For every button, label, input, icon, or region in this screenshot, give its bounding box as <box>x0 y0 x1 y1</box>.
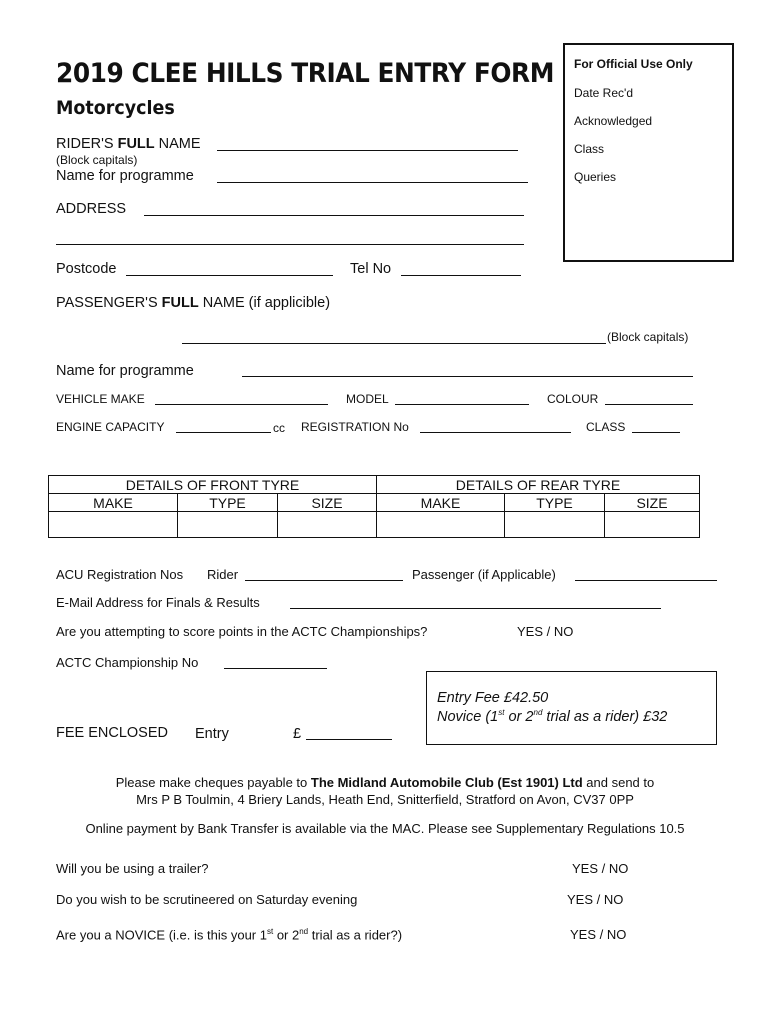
class-label: CLASS <box>586 420 626 434</box>
acu-passenger-field[interactable] <box>575 580 717 581</box>
novice-question-post: trial as a rider?) <box>308 927 403 943</box>
rear-tyre-header: DETAILS OF REAR TYRE <box>377 476 700 494</box>
scrutineer-question: Do you wish to be scrutineered on Saturday evening <box>56 892 358 907</box>
rider-name-field[interactable] <box>217 150 518 151</box>
fee-amount-field[interactable] <box>306 739 392 740</box>
rear-make-cell[interactable] <box>377 512 505 538</box>
postcode-label: Postcode <box>56 261 117 277</box>
engine-capacity-label: ENGINE CAPACITY <box>56 420 165 434</box>
actc-question: Are you attempting to score points in the ACTC Championships? <box>56 624 428 639</box>
actc-number-field[interactable] <box>224 668 327 669</box>
official-use-heading: For Official Use Only <box>574 57 693 71</box>
rider-name-label-bold: FULL <box>117 136 155 152</box>
official-use-box <box>563 43 734 262</box>
tel-label: Tel No <box>350 261 392 277</box>
fee-enclosed-label: FEE ENCLOSED <box>56 725 168 741</box>
front-make-cell[interactable] <box>49 512 178 538</box>
cc-unit: cc <box>273 421 285 435</box>
cheque-instructions-post: and send to <box>582 775 655 790</box>
vehicle-make-label: VEHICLE MAKE <box>56 392 145 406</box>
novice-fee-mid: or 2 <box>504 708 534 725</box>
actc-number-label: ACTC Championship No <box>56 655 199 670</box>
rider-name-label-post: NAME <box>154 136 201 152</box>
email-label: E-Mail Address for Finals & Results <box>56 595 260 610</box>
form-title: 2019 CLEE HILLS TRIAL ENTRY FORM <box>56 58 554 89</box>
novice-fee-sup2: nd <box>533 708 543 717</box>
tyre-table-column-row <box>49 494 700 512</box>
novice-question-sup1: st <box>266 927 274 936</box>
passenger-name-field[interactable] <box>182 343 606 344</box>
engine-capacity-field[interactable] <box>176 432 271 433</box>
address-field-line1[interactable] <box>144 215 524 216</box>
front-tyre-header: DETAILS OF FRONT TYRE <box>49 476 377 494</box>
rider-name-label <box>56 136 201 152</box>
novice-answer[interactable]: YES / NO <box>570 927 627 942</box>
fee-info-box <box>426 671 717 745</box>
vehicle-make-field[interactable] <box>155 404 328 405</box>
front-make-header: MAKE <box>49 494 178 512</box>
scrutineer-answer[interactable]: YES / NO <box>567 892 624 907</box>
novice-question-pre: Are you a NOVICE (i.e. is this your 1 <box>56 927 267 943</box>
postcode-field[interactable] <box>126 275 333 276</box>
trailer-question: Will you be using a trailer? <box>56 861 209 876</box>
tyre-details-table <box>48 475 700 538</box>
acu-rider-label: Rider <box>207 567 239 582</box>
colour-label: COLOUR <box>547 392 599 406</box>
rider-programme-field[interactable] <box>217 182 528 183</box>
acu-registration-label: ACU Registration Nos <box>56 567 184 582</box>
email-field[interactable] <box>290 608 661 609</box>
novice-fee-pre: Novice (1 <box>437 708 499 725</box>
acu-rider-field[interactable] <box>245 580 403 581</box>
novice-question <box>56 927 402 942</box>
official-date-received: Date Rec'd <box>574 86 633 100</box>
address-label: ADDRESS <box>56 201 127 217</box>
novice-question-mid: or 2 <box>273 927 300 943</box>
official-queries: Queries <box>574 170 617 184</box>
front-size-header: SIZE <box>278 494 377 512</box>
actc-answer[interactable]: YES / NO <box>517 624 574 639</box>
passenger-name-label-bold: FULL <box>161 295 199 311</box>
model-field[interactable] <box>395 404 529 405</box>
cheque-instructions <box>0 775 770 790</box>
rider-programme-label: Name for programme <box>56 168 194 184</box>
front-type-header: TYPE <box>178 494 278 512</box>
rider-name-label-pre: RIDER'S <box>56 136 118 152</box>
tyre-table-group-row <box>49 476 700 494</box>
registration-field[interactable] <box>420 432 571 433</box>
rear-make-header: MAKE <box>377 494 505 512</box>
novice-fee-sup1: st <box>498 708 505 717</box>
postal-address: Mrs P B Toulmin, 4 Briery Lands, Heath End, Snitterfield, Stratford on Avon, CV37 0PP <box>136 792 634 807</box>
passenger-name-label-post: NAME (if applicible) <box>198 295 331 311</box>
online-payment-note: Online payment by Bank Transfer is available via the MAC. Please see Supplementary Regulations 10.5 <box>85 821 685 836</box>
fee-currency: £ <box>293 726 302 742</box>
form-subtitle: Motorcycles <box>56 97 175 119</box>
rear-type-cell[interactable] <box>505 512 605 538</box>
address-field-line2[interactable] <box>56 244 524 245</box>
passenger-programme-label: Name for programme <box>56 363 194 379</box>
front-type-cell[interactable] <box>178 512 278 538</box>
official-acknowledged: Acknowledged <box>574 114 653 128</box>
rear-size-header: SIZE <box>605 494 700 512</box>
fee-entry-label: Entry <box>195 726 229 742</box>
passenger-block-capitals-note: (Block capitals) <box>607 330 689 344</box>
passenger-name-label <box>56 295 330 311</box>
tyre-table-entry-row <box>49 512 700 538</box>
novice-fee-text <box>437 708 667 725</box>
class-field[interactable] <box>632 432 680 433</box>
tel-field[interactable] <box>401 275 521 276</box>
novice-question-sup2: nd <box>299 927 309 936</box>
trailer-answer[interactable]: YES / NO <box>572 861 629 876</box>
cheque-instructions-pre: Please make cheques payable to <box>115 775 311 790</box>
official-class: Class <box>574 142 605 156</box>
rear-type-header: TYPE <box>505 494 605 512</box>
acu-passenger-label: Passenger (if Applicable) <box>412 567 556 582</box>
entry-fee-text: Entry Fee £42.50 <box>437 690 549 706</box>
passenger-programme-field[interactable] <box>242 376 693 377</box>
front-size-cell[interactable] <box>278 512 377 538</box>
colour-field[interactable] <box>605 404 693 405</box>
model-label: MODEL <box>346 392 389 406</box>
registration-label: REGISTRATION No <box>301 420 409 434</box>
novice-fee-post: trial as a rider) £32 <box>542 708 668 725</box>
club-name: The Midland Automobile Club (Est 1901) Ltd <box>310 775 583 790</box>
rider-block-capitals-note: (Block capitals) <box>56 153 138 167</box>
rear-size-cell[interactable] <box>605 512 700 538</box>
passenger-name-label-pre: PASSENGER'S <box>56 295 162 311</box>
